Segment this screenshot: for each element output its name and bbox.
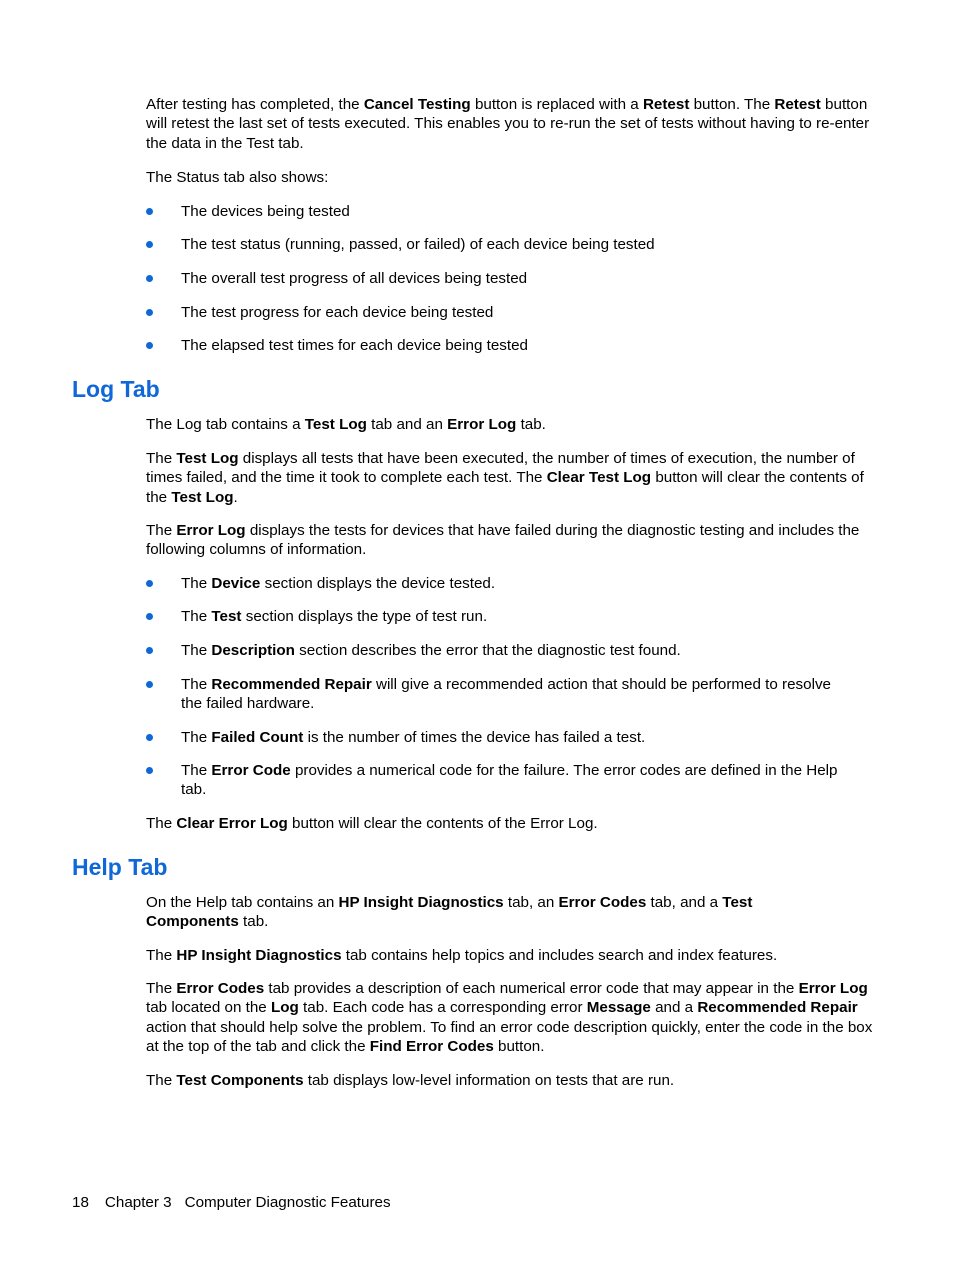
emphasis-term: Cancel Testing	[363, 96, 471, 113]
list-item: The Recommended Repair will give a recommended action that should be performed to resolve the failed hardware.	[146, 675, 846, 714]
emphasis-term: Error Codes	[558, 894, 647, 911]
bullet-icon	[146, 767, 153, 774]
bullet-icon	[146, 309, 153, 316]
emphasis-term: Test Log	[304, 416, 367, 433]
error-codes-paragraph: The Error Codes tab provides a description of each numerical error code that may appear in the Error Log tab located on the Log tab. Each code has a corresponding error Message and a Recommended Repair action that should help solve the problem. To find an error code description quickly, enter the code in the box at the top of the tab and click the Find Error Codes button.	[146, 980, 873, 1056]
emphasis-term: Error Log	[798, 980, 868, 997]
list-item: The elapsed test times for each device being tested	[146, 336, 846, 355]
chapter-label: Chapter 3	[104, 1194, 172, 1211]
bullet-icon	[146, 208, 153, 215]
log-tab-heading: Log Tab	[72, 376, 160, 402]
emphasis-term: Message	[586, 999, 651, 1017]
list-item: The Description section describes the error that the diagnostic test found.	[146, 641, 846, 660]
intro-paragraph-retest: After testing has completed, the Cancel Testing button is replaced with a Retest button. The Retest button will retest the last set of tests executed. This enables you to re-run the set of tests without having to re-enter the data in the Test tab.	[146, 96, 870, 152]
emphasis-term: Log	[270, 999, 299, 1017]
error-log-paragraph: The Error Log displays the tests for devices that have failed during the diagnostic testing and includes the following columns of information.	[146, 522, 860, 559]
bullet-icon	[146, 580, 153, 587]
test-log-paragraph: The Test Log displays all tests that have been executed, the number of times of execution, the number of times failed, and the time it took to complete each test. The Clear Test Log button will clear the contents of the Test Log.	[146, 450, 864, 506]
emphasis-term: Clear Test Log	[546, 469, 652, 487]
emphasis-term: Device	[211, 575, 261, 592]
chapter-title: Computer Diagnostic Features	[184, 1194, 391, 1211]
emphasis-term: Test Components	[176, 1072, 304, 1089]
bullet-icon	[146, 275, 153, 282]
test-components-paragraph: The Test Components tab displays low-level information on tests that are run.	[146, 1072, 675, 1089]
emphasis-term: Test	[211, 608, 242, 625]
emphasis-term: Retest	[774, 96, 821, 113]
emphasis-term: Recommended Repair	[697, 999, 858, 1017]
bullet-icon	[146, 613, 153, 620]
list-item: The Error Code provides a numerical code for the failure. The error codes are defined in the Help tab.	[146, 761, 846, 800]
emphasis-term: Error Log	[176, 522, 246, 539]
page-number: 18	[72, 1194, 89, 1211]
emphasis-term: Find Error Codes	[369, 1038, 494, 1056]
log-tab-intro: The Log tab contains a Test Log tab and an Error Log tab.	[146, 416, 546, 433]
emphasis-term: Description	[211, 642, 295, 659]
list-item: The Device section displays the device tested.	[146, 574, 846, 593]
list-item: The overall test progress of all devices being tested	[146, 269, 846, 288]
bullet-icon	[146, 342, 153, 349]
help-tab-heading: Help Tab	[72, 854, 168, 880]
emphasis-term: Error Codes	[176, 980, 265, 997]
bullet-icon	[146, 681, 153, 688]
bullet-icon	[146, 241, 153, 248]
emphasis-term: Test Log	[176, 450, 239, 467]
list-item: The devices being tested	[146, 202, 846, 221]
list-item: The test progress for each device being tested	[146, 303, 846, 322]
emphasis-term: Test Log	[171, 488, 234, 506]
list-item: The Test section displays the type of test run.	[146, 607, 846, 626]
emphasis-term: Clear Error Log	[176, 815, 288, 832]
emphasis-term: HP Insight Diagnostics	[338, 894, 504, 911]
emphasis-term: Retest	[642, 96, 690, 113]
list-item: The test status (running, passed, or failed) of each device being tested	[146, 235, 846, 254]
bullet-icon	[146, 647, 153, 654]
emphasis-term: HP Insight Diagnostics	[176, 947, 342, 964]
page-footer	[72, 1193, 407, 1212]
emphasis-term: Test Components	[146, 894, 753, 931]
bullet-icon	[146, 734, 153, 741]
emphasis-term: Failed Count	[211, 729, 304, 746]
emphasis-term: Recommended Repair	[211, 676, 372, 693]
hp-insight-paragraph: The HP Insight Diagnostics tab contains help topics and includes search and index features.	[146, 947, 778, 964]
help-tab-intro: On the Help tab contains an HP Insight Diagnostics tab, an Error Codes tab, and a Test Components tab.	[146, 894, 753, 931]
list-item: The Failed Count is the number of times the device has failed a test.	[146, 728, 846, 747]
clear-error-log-paragraph: The Clear Error Log button will clear the contents of the Error Log.	[146, 815, 598, 832]
intro-paragraph-status: The Status tab also shows:	[146, 169, 329, 186]
emphasis-term: Error Log	[447, 416, 517, 433]
emphasis-term: Error Code	[211, 762, 291, 779]
